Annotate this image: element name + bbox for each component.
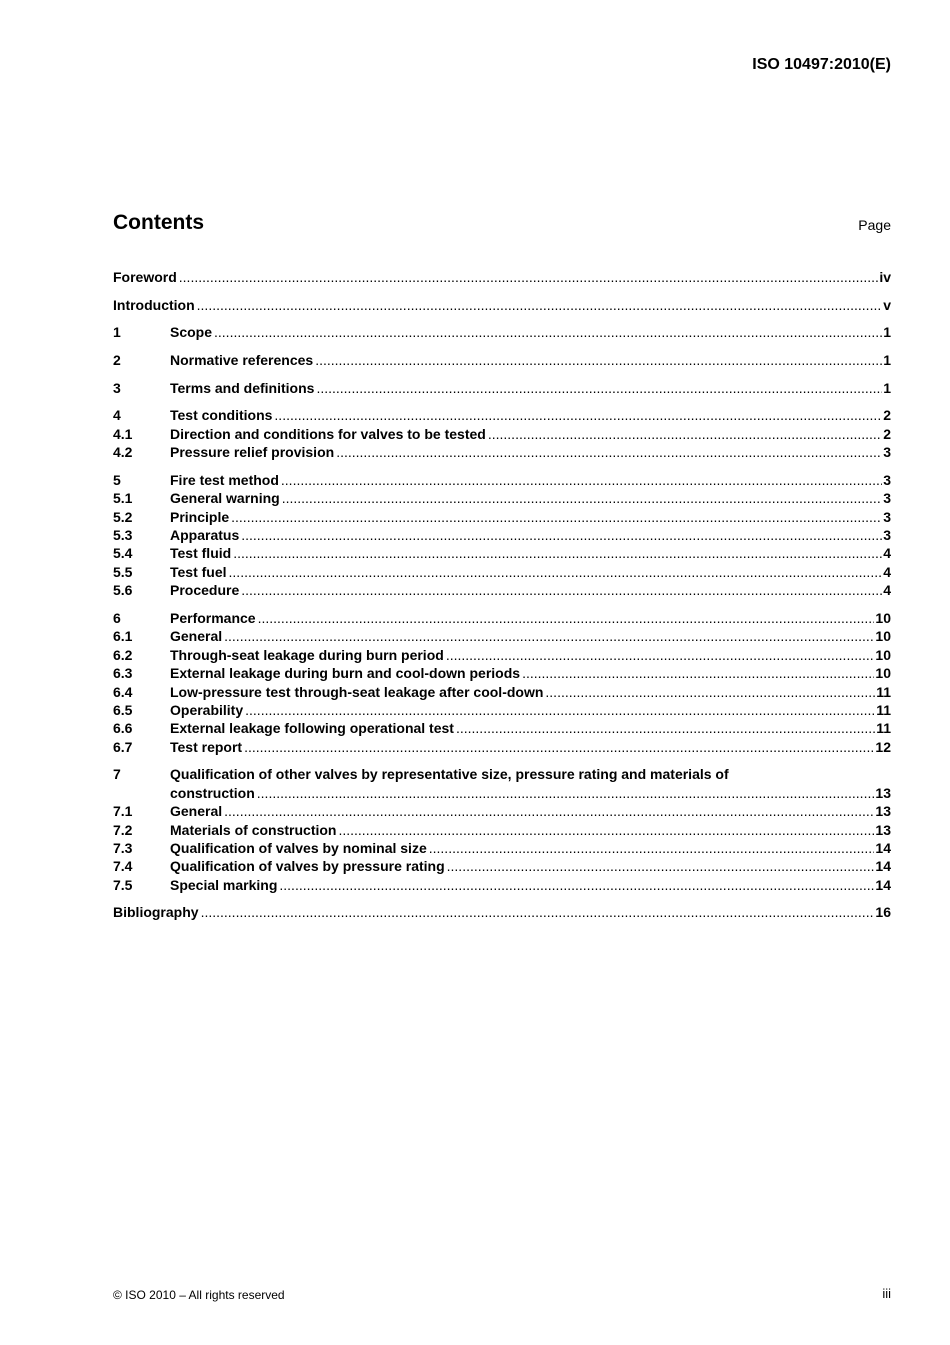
toc-group [113,351,891,369]
toc-group [113,903,891,921]
toc-entry-page: 11 [876,683,891,700]
toc-entry-title: Materials of construction [170,821,337,838]
toc-entry-page: 14 [875,876,891,893]
toc-dot-leader [241,581,882,599]
toc-entry-title: Fire test method [170,471,279,488]
toc-entry[interactable] [113,563,891,581]
toc-dot-leader [274,406,882,424]
toc-entry-title: External leakage during burn and cool-down periods [170,665,521,682]
toc-group [113,379,891,397]
toc-dot-leader [233,544,882,562]
toc-entry-page: 1 [883,324,891,341]
toc-entry[interactable] [113,646,891,664]
toc-entry[interactable] [113,802,891,820]
toc-entry-title: Bibliography [113,904,199,921]
toc-dot-leader [545,683,875,701]
toc-entry[interactable] [113,738,891,756]
toc-entry-number: 6.5 [113,701,133,718]
toc-entry-page: 10 [875,628,891,645]
toc-entry-title: Test fluid [170,545,232,562]
toc-entry-page: 13 [875,803,891,820]
toc-dot-leader [241,526,882,544]
toc-entry-number: 6.2 [113,646,133,663]
toc-entry-title: Through-seat leakage during burn period [170,646,444,663]
toc-entry-page: 4 [883,545,891,562]
toc-entry-number: 7.2 [113,821,133,838]
toc-entry[interactable] [113,627,891,645]
toc-entry-page: 16 [875,904,891,921]
toc-entry-page: 1 [883,352,891,369]
toc-dot-leader [257,784,875,802]
toc-entry-number: 5.4 [113,545,133,562]
toc-entry-title: Normative references [170,352,314,369]
toc-entry[interactable] [113,581,891,599]
toc-entry[interactable] [113,296,891,314]
copyright-notice: © ISO 2010 – All rights reserved [113,1288,285,1302]
toc-entry-title: Introduction [113,296,195,313]
toc-entry-title: Principle [170,508,230,525]
toc-entry-page: 2 [883,407,891,424]
toc-entry-title: Pressure relief provision [170,444,335,461]
toc-entry[interactable] [113,323,891,341]
toc-entry[interactable] [113,443,891,461]
toc-entry-page: 3 [883,527,891,544]
toc-entry[interactable] [113,268,891,286]
toc-entry-title: Direction and conditions for valves to be tested [170,425,486,442]
toc-entry-number: 2 [113,352,121,369]
toc-dot-leader [447,857,875,875]
toc-entry-number: 5.3 [113,527,133,544]
toc-entry[interactable] [113,664,891,682]
toc-dot-leader [245,701,875,719]
toc-entry-title: Performance [170,609,256,626]
toc-entry-title: Qualification of valves by pressure rating [170,858,445,875]
toc-entry-number: 7.4 [113,858,133,875]
toc-entry[interactable] [113,701,891,719]
toc-dot-leader [488,425,882,443]
toc-entry-page: 4 [883,563,891,580]
toc-entry[interactable] [113,489,891,507]
toc-entry[interactable] [113,839,891,857]
toc-entry-number: 7.1 [113,803,133,820]
toc-entry-page: 14 [875,839,891,856]
toc-entry-title: Terms and definitions [170,379,315,396]
page-column-label: Page [858,217,891,233]
toc-entry-title: General [170,803,223,820]
toc-dot-leader [279,876,874,894]
toc-entry-number: 3 [113,379,121,396]
toc-entry-page: 13 [875,821,891,838]
toc-entry-number: 7 [113,766,121,783]
toc-group [113,323,891,341]
toc-group [113,406,891,461]
toc-entry-number: 5.1 [113,490,133,507]
toc-entry-title-continued: construction [170,784,255,801]
toc-entry-title: Scope [170,324,213,341]
toc-entry-number: 5.5 [113,563,133,580]
table-of-contents [113,268,891,931]
page-number: iii [882,1286,891,1301]
toc-dot-leader [282,489,883,507]
toc-dot-leader [224,627,874,645]
toc-dot-leader [315,351,882,369]
toc-entry-title: Procedure [170,582,240,599]
toc-dot-leader [179,268,879,286]
toc-entry[interactable] [113,683,891,701]
toc-entry[interactable] [113,379,891,397]
toc-group [113,268,891,286]
toc-entry-page: 11 [876,720,891,737]
toc-entry-number: 6.4 [113,683,133,700]
toc-entry-title: Qualification of valves by nominal size [170,839,427,856]
toc-entry[interactable] [113,425,891,443]
toc-entry-title: Foreword [113,269,177,285]
toc-entry-page: 10 [875,609,891,626]
toc-entry-page: iv [879,269,891,285]
toc-entry[interactable] [113,544,891,562]
toc-group [113,765,891,894]
toc-entry[interactable] [113,719,891,737]
toc-dot-leader [446,646,875,664]
toc-entry-number: 7.3 [113,839,133,856]
toc-entry[interactable] [113,471,891,489]
toc-entry-number: 6.1 [113,628,133,645]
toc-group [113,609,891,756]
toc-entry-title: Apparatus [170,527,240,544]
toc-entry-page: 10 [875,665,891,682]
toc-entry-number: 7.5 [113,876,133,893]
toc-entry-number: 5 [113,471,121,488]
toc-entry-page: 10 [875,646,891,663]
toc-entry-continued[interactable] [113,784,891,802]
toc-dot-leader [231,508,882,526]
toc-entry[interactable] [113,406,891,424]
toc-entry-number: 6.6 [113,720,133,737]
toc-dot-leader [316,379,882,397]
toc-entry[interactable] [113,876,891,894]
toc-entry[interactable] [113,903,891,921]
toc-entry-title: Test report [170,738,243,755]
toc-entry-page: 14 [875,858,891,875]
toc-dot-leader [258,609,875,627]
toc-dot-leader [281,471,882,489]
toc-dot-leader [336,443,882,461]
toc-entry-number: 6 [113,609,121,626]
toc-dot-leader [244,738,874,756]
toc-entry-page: 2 [883,425,891,442]
toc-dot-leader [224,802,874,820]
toc-group [113,296,891,314]
toc-dot-leader [338,821,874,839]
contents-title: Contents [113,211,204,234]
toc-entry-page: v [883,296,891,313]
toc-entry[interactable] [113,821,891,839]
toc-entry-title: General warning [170,490,280,507]
toc-entry-title: Low-pressure test through-seat leakage after cool-down [170,683,544,700]
toc-entry-title: Test fuel [170,563,227,580]
toc-dot-leader [229,563,883,581]
toc-entry-page: 4 [883,582,891,599]
toc-entry-number: 5.6 [113,582,133,599]
toc-entry[interactable] [113,857,891,875]
toc-dot-leader [429,839,875,857]
toc-entry-page: 3 [883,444,891,461]
toc-dot-leader [456,719,875,737]
toc-entry-title: Qualification of other valves by representative size, pressure rating and materials of [170,766,729,783]
toc-entry-page: 11 [876,701,891,718]
toc-entry[interactable] [113,526,891,544]
toc-entry[interactable] [113,351,891,369]
toc-entry-number: 4 [113,407,121,424]
toc-entry-title: External leakage following operational test [170,720,454,737]
toc-entry-number: 5.2 [113,508,133,525]
toc-dot-leader [214,323,882,341]
toc-entry-page: 3 [883,508,891,525]
toc-entry-page: 12 [875,738,891,755]
toc-entry-title: Test conditions [170,407,273,424]
toc-dot-leader [201,903,875,921]
toc-entry-title: Special marking [170,876,278,893]
toc-entry-number: 6.3 [113,665,133,682]
document-id: ISO 10497:2010(E) [752,56,891,73]
toc-entry-page: 13 [875,784,891,801]
toc-entry-page: 1 [883,379,891,396]
toc-group [113,471,891,600]
toc-entry-number: 6.7 [113,738,133,755]
toc-entry[interactable] [113,609,891,627]
toc-entry-number: 4.2 [113,444,133,461]
toc-dot-leader [522,664,874,682]
toc-entry-number: 1 [113,324,121,341]
toc-entry-number: 4.1 [113,425,133,442]
toc-entry-page: 3 [883,471,891,488]
toc-entry-title: General [170,628,223,645]
toc-dot-leader [197,296,883,314]
toc-entry[interactable] [113,508,891,526]
toc-entry-title: Operability [170,701,244,718]
toc-entry-page: 3 [883,490,891,507]
toc-entry[interactable] [113,765,891,783]
contents-header [113,210,891,238]
